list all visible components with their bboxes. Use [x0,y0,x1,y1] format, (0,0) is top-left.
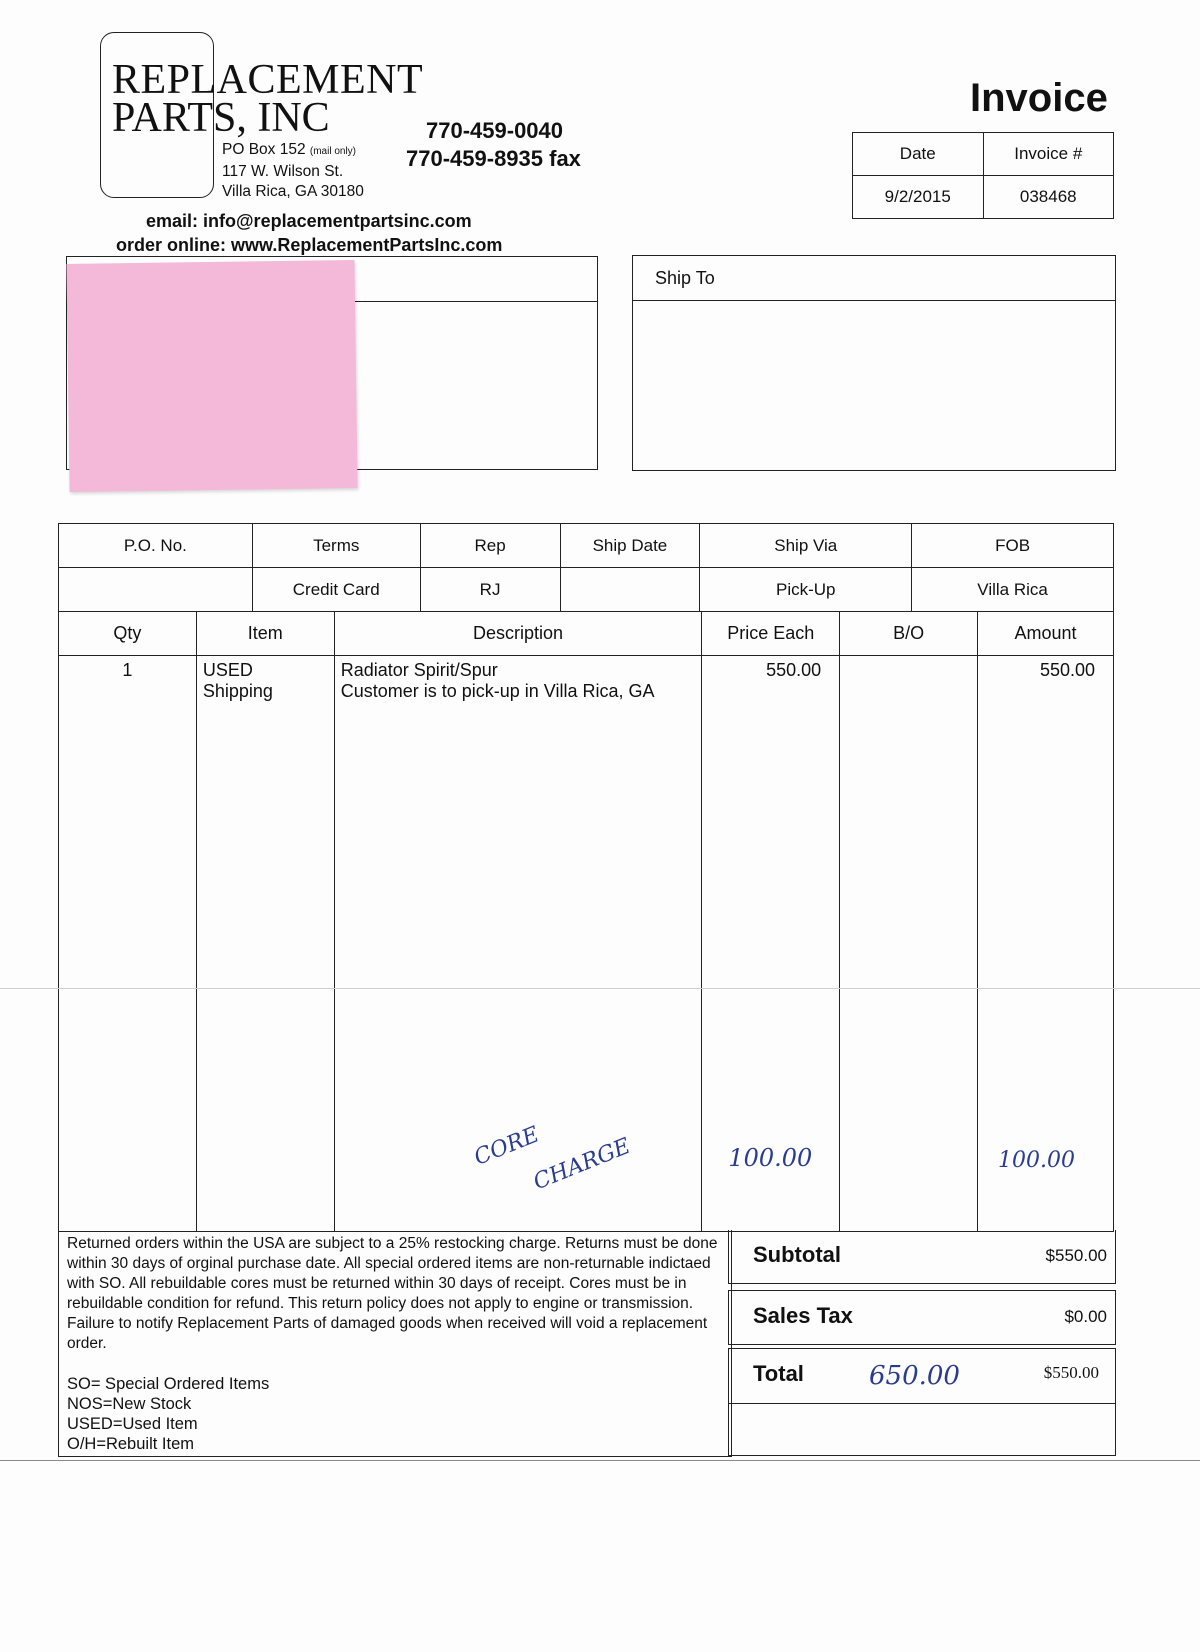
item-header: Item [196,612,334,656]
total-divider [729,1403,1115,1404]
handwritten-amount: 100.00 [998,1148,1076,1173]
ship-to-header [633,256,1115,301]
legend-oh: O/H=Rebuilt Item [67,1435,195,1453]
company-name-line1: REPLACEMENT [112,57,424,103]
qty-header: Qty [59,612,197,656]
subtotal-label: Subtotal [753,1242,841,1267]
ship-via-value: Pick-Up [700,568,912,612]
fob-value: Villa Rica [912,568,1114,612]
ship-to-label: Ship To [655,268,715,288]
return-policy-box [58,1230,732,1457]
company-phone: 770-459-0040 [426,118,564,143]
paper-fold-line [0,988,1200,989]
date-label: Date [853,133,984,176]
terms-value: Credit Card [252,568,420,612]
line-items-header-row [59,612,1114,656]
po-number [59,568,253,612]
handwritten-charge: CHARGE [529,1133,634,1196]
company-fax: 770-459-8935 fax [406,146,581,171]
price-value: 550.00 [766,660,822,680]
page-bottom-line [0,1460,1200,1461]
invoice-number: 038468 [983,176,1113,219]
rep-header: Rep [420,524,560,568]
ship-date-value [560,568,700,612]
legend-so: SO= Special Ordered Items [67,1375,270,1393]
po-number-header: P.O. No. [59,524,253,568]
company-email: email: info@replacementpartsinc.com [146,211,472,231]
amount-header: Amount [978,612,1114,656]
line-item [196,656,334,1232]
line-description [334,656,702,1232]
line-backorder [840,656,978,1232]
handwritten-core: CORE [470,1122,543,1171]
terms-header: Terms [252,524,420,568]
totals-box [728,1230,1114,1456]
description-line1: Radiator Spirit/Spur [340,660,498,680]
sales-tax-value: $0.00 [1064,1307,1107,1326]
legend-nos: NOS=New Stock [67,1395,192,1413]
subtotal-row [728,1230,1116,1284]
table-row [59,656,1114,1232]
order-info-header-row [59,524,1114,568]
total-row [728,1348,1116,1456]
ship-via-header: Ship Via [700,524,912,568]
qty-value: 1 [122,660,133,680]
line-amount [978,656,1114,1232]
total-label: Total [753,1361,804,1386]
legend-used: USED=Used Item [67,1415,198,1433]
price-each-header: Price Each [702,612,840,656]
ship-to-box [632,255,1116,471]
line-price [702,656,840,1232]
sales-tax-label: Sales Tax [753,1303,853,1328]
order-info-table [58,523,1114,612]
description-line2: Customer is to pick-up in Villa Rica, GA [340,681,655,701]
total-value: $550.00 [1043,1363,1099,1382]
invoice-title: Invoice [970,76,1108,120]
description-header: Description [334,612,702,656]
fob-header: FOB [912,524,1114,568]
rep-value: RJ [420,568,560,612]
sticky-note [66,260,357,492]
order-info-value-row [59,568,1114,612]
handwritten-total: 650.00 [869,1361,960,1391]
line-items-table [58,611,1114,1232]
address-line1: PO Box 152 [222,141,306,158]
backorder-header: B/O [840,612,978,656]
ship-date-header: Ship Date [560,524,700,568]
handwritten-price: 100.00 [728,1144,813,1172]
company-website: order online: www.ReplacementPartsInc.com [116,235,503,255]
line-qty [59,656,197,1232]
abbreviation-legend [67,1374,269,1454]
sales-tax-row [728,1290,1116,1345]
invoice-meta-table [852,132,1114,219]
item-line2: Shipping [202,681,273,701]
amount-value: 550.00 [1039,660,1095,680]
address-note: (mail only) [309,146,357,157]
address-line2: 117 W. Wilson St. [222,163,344,180]
return-policy-text: Returned orders within the USA are subject to a 25% restocking charge. Returns must be done within 30 days of orginal purchase date. All special ordered items are non-returnable indictaed with SO. All rebuildable cores must be returned within 30 days of receipt. Cores must be in rebuildable condition for refund. This return policy does not apply to engine or transmission. Failure to notify Replacement Parts of damaged goods when received will void a replacement order. [67,1235,718,1352]
item-line1: USED [202,660,253,680]
invoice-number-label: Invoice # [983,133,1113,176]
company-name-line2: PARTS, INC [112,95,330,141]
invoice-date: 9/2/2015 [853,176,984,219]
subtotal-value: $550.00 [1045,1246,1107,1265]
company-address [222,140,364,202]
address-line3: Villa Rica, GA 30180 [222,183,364,200]
